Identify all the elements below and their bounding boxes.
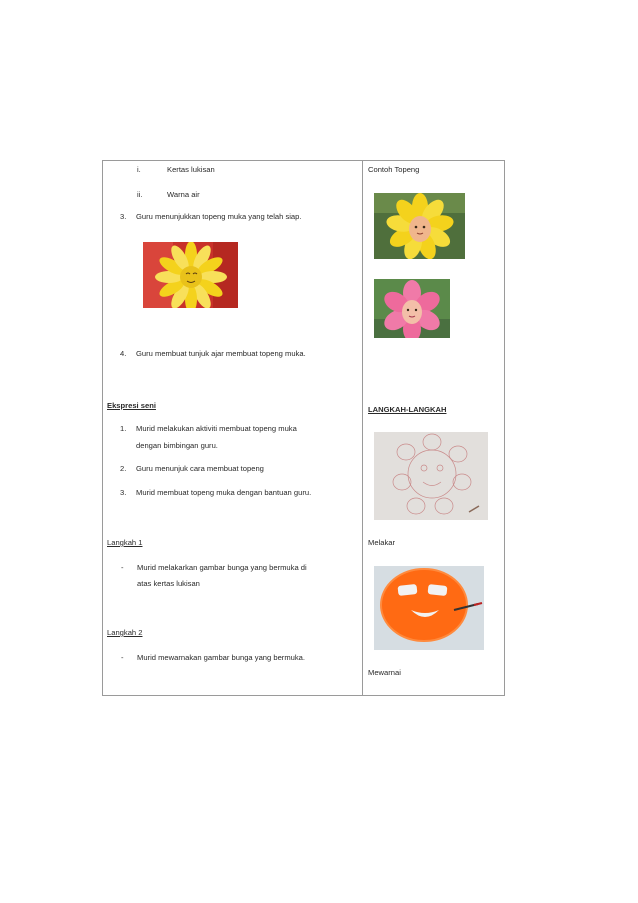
step3-marker: 3. — [120, 212, 127, 221]
material-warna-air: Warna air — [167, 190, 200, 199]
ekspresi-seni-heading: Ekspresi seni — [107, 401, 156, 410]
ekspresi-item1-line1: Murid melakukan aktiviti membuat topeng muka — [136, 424, 297, 433]
langkah2-marker: - — [121, 653, 124, 662]
ekspresi-item2-marker: 2. — [120, 464, 127, 473]
list-marker-ii: ii. — [137, 190, 143, 199]
langkah1-marker: - — [121, 563, 124, 572]
ekspresi-item3-line1: Murid membuat topeng muka dengan bantuan guru. — [136, 488, 312, 497]
melakar-label: Melakar — [368, 538, 396, 547]
sketch-photo — [374, 432, 488, 520]
orange-mask-photo — [374, 566, 484, 650]
table-column-divider — [362, 160, 363, 696]
step3-text: Guru menunjukkan topeng muka yang telah siap. — [136, 212, 302, 221]
langkah2-line1: Murid mewarnakan gambar bunga yang bermuka. — [137, 653, 305, 662]
langkah1-line1: Murid melakarkan gambar bunga yang bermuka di — [137, 563, 307, 572]
ekspresi-item3-marker: 3. — [120, 488, 127, 497]
langkah1-line2: atas kertas lukisan — [137, 579, 200, 588]
contoh-topeng-label: Contoh Topeng — [368, 165, 420, 174]
langkah-langkah-heading: LANGKAH-LANGKAH — [368, 405, 447, 414]
pink-flower-mask-photo — [374, 279, 450, 338]
yellow-flower-mask-photo — [374, 193, 465, 259]
langkah1-heading: Langkah 1 — [107, 538, 143, 547]
ekspresi-item1-line2: dengan bimbingan guru. — [136, 441, 218, 450]
step4-text: Guru membuat tunjuk ajar membuat topeng muka. — [136, 349, 306, 358]
step4-marker: 4. — [120, 349, 127, 358]
ekspresi-item2-line1: Guru menunjuk cara membuat topeng — [136, 464, 264, 473]
sunflower-mask-photo — [143, 242, 238, 308]
list-marker-i: i. — [137, 165, 141, 174]
ekspresi-item1-marker: 1. — [120, 424, 127, 433]
material-kertas-lukisan: Kertas lukisan — [167, 165, 215, 174]
mewarnai-label: Mewarnai — [368, 668, 401, 677]
langkah2-heading: Langkah 2 — [107, 628, 143, 637]
